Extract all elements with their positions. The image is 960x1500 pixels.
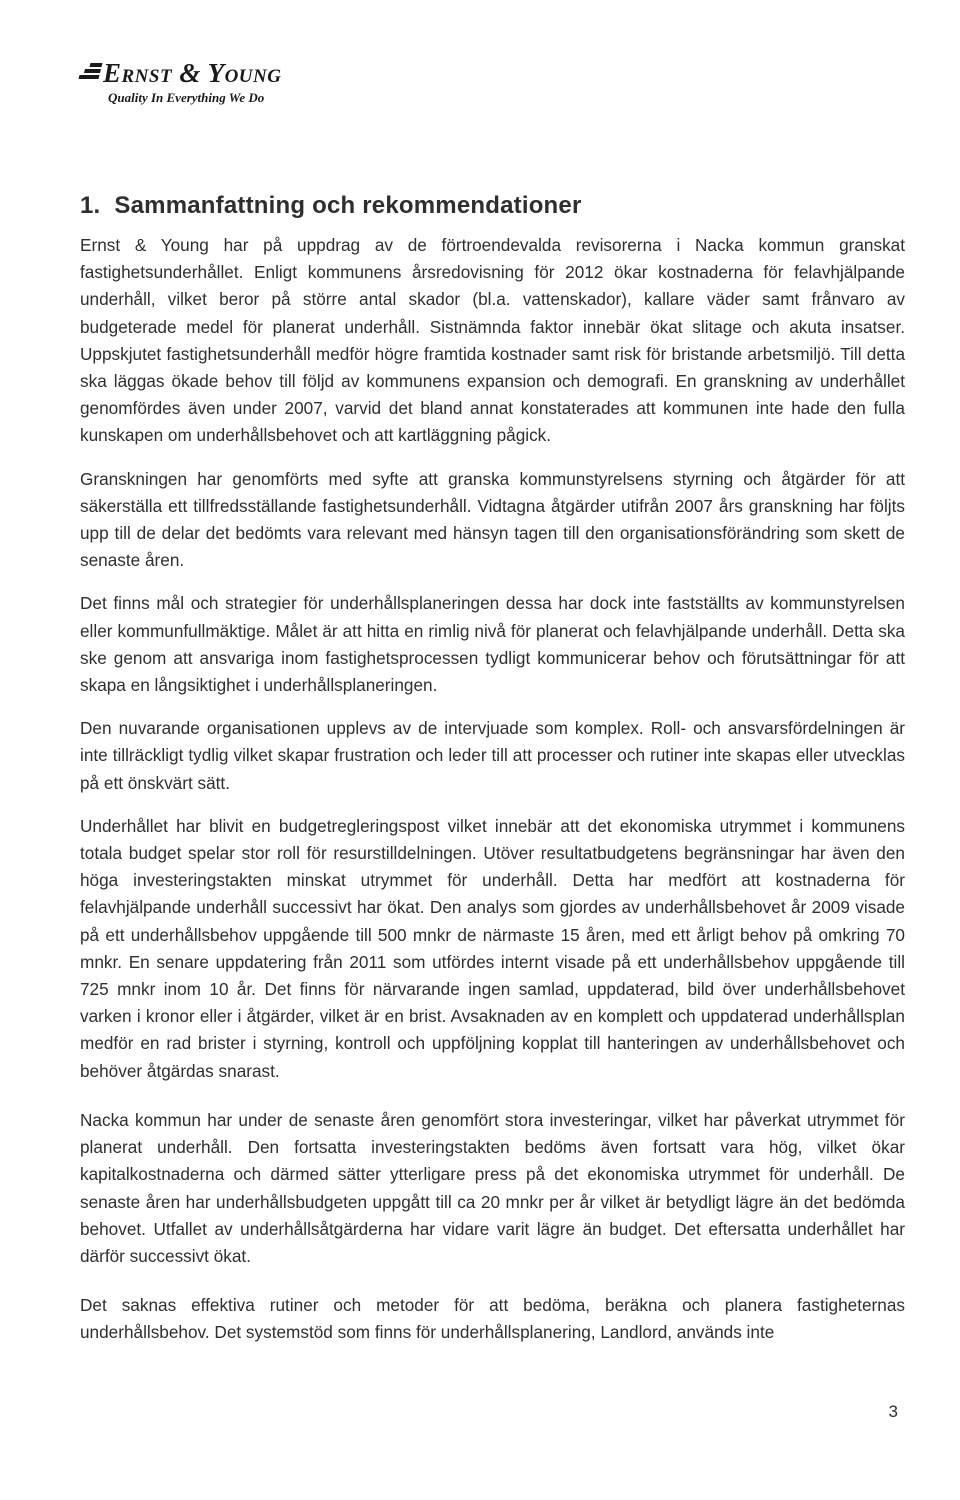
section-number: 1. [80, 192, 101, 219]
document-body [80, 232, 905, 1347]
logo-text: Ernst & Young [103, 58, 282, 88]
logo-bars-icon [78, 63, 103, 83]
section-title: Sammanfattning och rekommendationer [114, 192, 582, 219]
paragraph: Granskningen har genomförts med syfte att granska kommunstyrelsens styrning och åtgärder för att säkerställa ett tillfredsställande fastighetsunderhåll. Vidtagna åtgärder utifrån 2007 års granskning har följts upp till de delar det bedömts vara relevant med hänsyn tagen till den organisationsförändring som skett de senaste åren. [80, 468, 905, 571]
logo-tagline: Quality In Everything We Do [108, 90, 265, 105]
paragraph: Ernst & Young har på uppdrag av de förtroendevalda revisorerna i Nacka kommun granskat fastighetsunderhållet. Enligt kommunens årsredovisning för 2012 ökar kostnaderna för felavhjälpande underhåll, vilket beror på större antal skador (bl.a. vattenskador), kallare väder samt frånvaro av budgeterade medel för planerat underhåll. Sistnämnda faktor innebär ökat slitage och akuta insatser. Uppskjutet fastighetsunderhåll medför högre framtida kostnader samt risk för bristande arbetsmiljö. Till detta ska läggas ökade behov till följd av kommunens expansion och demografi. En granskning av underhållet genomfördes även under 2007, varvid det bland annat konstaterades att kommunen inte hade den fulla kunskapen om underhållsbehovet och att kartläggning pågick. [80, 235, 905, 446]
section-heading [80, 192, 582, 220]
paragraph: Det finns mål och strategier för underhållsplaneringen dessa har dock inte fastställts av kommunstyrelsen eller kommunfullmäktige. Målet är att hitta en rimlig nivå för planerat och felavhjälpande underhåll. Detta ska ske genom att ansvariga inom fastighetsprocessen tydligt kommunicerar behov och förutsättningar för att skapa en långsiktighet i underhållsplaneringen. [80, 593, 905, 696]
paragraph: Det saknas effektiva rutiner och metoder för att bedöma, beräkna och planera fastigheternas underhållsbehov. Det systemstöd som finns för underhållsplanering, Landlord, används inte [80, 1295, 905, 1343]
paragraph: Nacka kommun har under de senaste åren genomfört stora investeringar, vilket har påverkat utrymmet för planerat underhåll. Den fortsatta investeringstakten bedöms även fortsatt vara hög, vilket ökar kapitalkostnaderna och därmed sätter ytterligare press på det ekonomiska utrymmet för underhåll. De senaste åren har underhållsbudgeten uppgått till ca 20 mnkr per år vilket är betydligt lägre än det bedömda behovet. Utfallet av underhållsåtgärderna har vidare varit lägre än budget. Det eftersatta underhållet har därför successivt ökat. [80, 1109, 905, 1266]
paragraph: Underhållet har blivit en budgetregleringspost vilket innebär att det ekonomiska utrymmet i kommunens totala budget spelar stor roll för resurstilldelningen. Utöver resultatbudgetens begränsningar har även den höga investeringstakten minskat utrymmet för underhåll. Detta har medfört att kostnaderna för felavhjälpande underhåll successivt har ökat. Den analys som gjordes av underhållsbehovet år 2009 visade på ett underhållsbehov uppgående till 500 mnkr de närmaste 15 åren, med ett årligt behov på omkring 70 mnkr. En senare uppdatering från 2011 som utfördes internt visade på ett underhållsbehov uppgående till 725 mnkr inom 10 år. Det finns för närvarande ingen samlad, uppdaterad, bild över underhållsbehovet varken i kronor eller i åtgärder, vilket är en brist. Avsaknaden av en komplett och uppdaterad underhållsplan medför en rad brister i styrning, kontroll och uppföljning kopplat till hanteringen av underhållsbehovet och behöver åtgärdas snarast. [80, 815, 905, 1081]
paragraph: Den nuvarande organisationen upplevs av de intervjuade som komplex. Roll- och ansvarsfördelningen är inte tillräckligt tydlig vilket skapar frustration och leder till att processer och rutiner inte skapas eller utvecklas på ett önskvärt sätt. [80, 718, 905, 793]
company-logo [80, 58, 281, 106]
logo-mark [80, 58, 281, 88]
page-number: 3 [888, 1402, 898, 1421]
